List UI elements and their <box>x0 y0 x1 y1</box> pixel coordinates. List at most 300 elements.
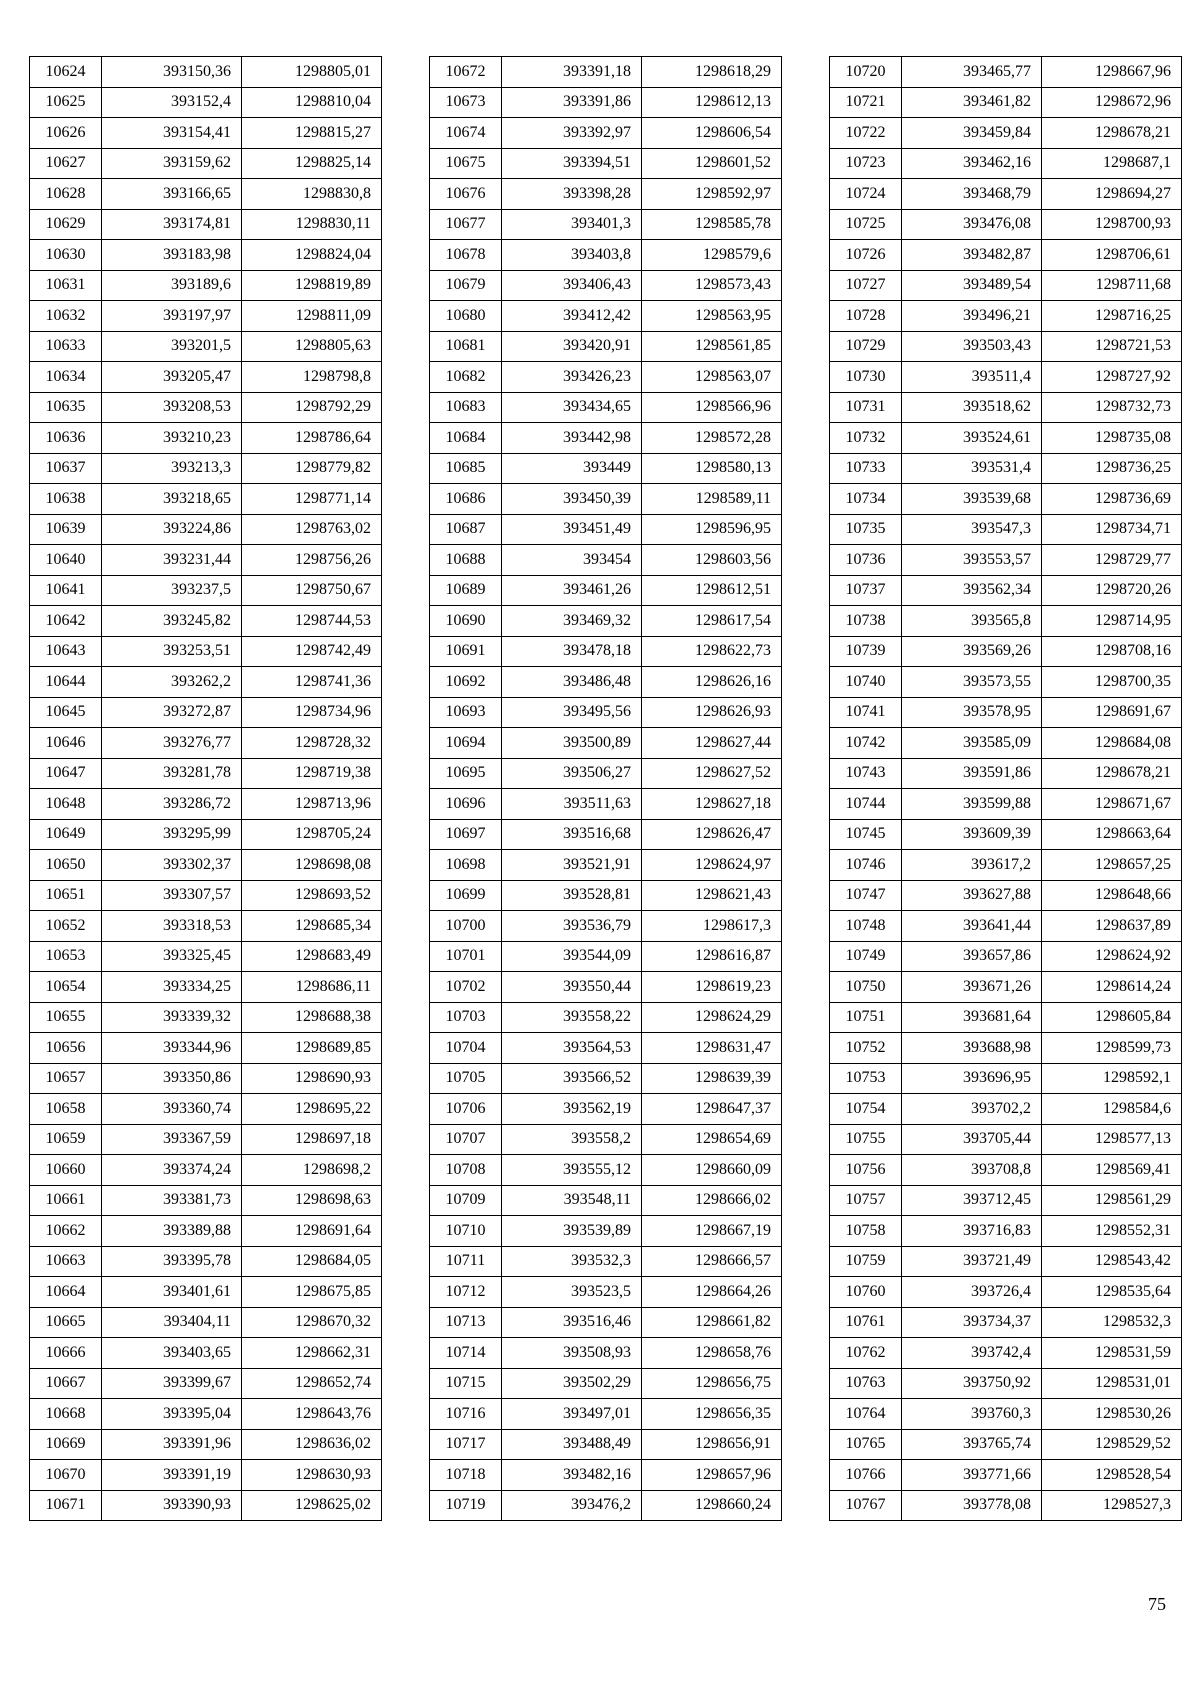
y-coordinate-cell: 1298805,63 <box>242 331 382 362</box>
x-coordinate-cell: 393531,4 <box>902 453 1042 484</box>
x-coordinate-cell: 393516,46 <box>502 1307 642 1338</box>
x-coordinate-cell: 393450,39 <box>502 484 642 515</box>
table-row <box>30 1277 382 1308</box>
x-coordinate-cell: 393449 <box>502 453 642 484</box>
table-row <box>830 87 1182 118</box>
table-row <box>430 148 782 179</box>
x-coordinate-cell: 393350,86 <box>102 1063 242 1094</box>
x-coordinate-cell: 393569,26 <box>902 636 1042 667</box>
y-coordinate-cell: 1298661,82 <box>642 1307 782 1338</box>
table-row <box>830 301 1182 332</box>
x-coordinate-cell: 393395,04 <box>102 1399 242 1430</box>
y-coordinate-cell: 1298698,2 <box>242 1155 382 1186</box>
point-number-cell: 10680 <box>430 301 502 332</box>
x-coordinate-cell: 393406,43 <box>502 270 642 301</box>
table-row <box>430 331 782 362</box>
table-row <box>430 819 782 850</box>
table-row <box>830 880 1182 911</box>
y-coordinate-cell: 1298684,05 <box>242 1246 382 1277</box>
point-number-cell: 10674 <box>430 118 502 149</box>
y-coordinate-cell: 1298643,76 <box>242 1399 382 1430</box>
y-coordinate-cell: 1298727,92 <box>1042 362 1182 393</box>
table-row <box>30 758 382 789</box>
y-coordinate-cell: 1298671,67 <box>1042 789 1182 820</box>
point-number-cell: 10752 <box>830 1033 902 1064</box>
x-coordinate-cell: 393465,77 <box>902 57 1042 88</box>
y-coordinate-cell: 1298792,29 <box>242 392 382 423</box>
x-coordinate-cell: 393374,24 <box>102 1155 242 1186</box>
table-row <box>430 1277 782 1308</box>
table-row <box>830 423 1182 454</box>
y-coordinate-cell: 1298728,32 <box>242 728 382 759</box>
x-coordinate-cell: 393573,55 <box>902 667 1042 698</box>
table-row <box>830 331 1182 362</box>
table-row <box>430 1155 782 1186</box>
x-coordinate-cell: 393318,53 <box>102 911 242 942</box>
table-row <box>30 1429 382 1460</box>
table-row <box>30 1490 382 1521</box>
x-coordinate-cell: 393434,65 <box>502 392 642 423</box>
point-number-cell: 10636 <box>30 423 102 454</box>
point-number-cell: 10702 <box>430 972 502 1003</box>
y-coordinate-cell: 1298580,13 <box>642 453 782 484</box>
x-coordinate-cell: 393404,11 <box>102 1307 242 1338</box>
x-coordinate-cell: 393476,2 <box>502 1490 642 1521</box>
x-coordinate-cell: 393496,21 <box>902 301 1042 332</box>
table-row <box>830 941 1182 972</box>
point-number-cell: 10751 <box>830 1002 902 1033</box>
point-number-cell: 10731 <box>830 392 902 423</box>
y-coordinate-cell: 1298617,3 <box>642 911 782 942</box>
x-coordinate-cell: 393523,5 <box>502 1277 642 1308</box>
x-coordinate-cell: 393399,67 <box>102 1368 242 1399</box>
table-row <box>830 1155 1182 1186</box>
table-row <box>30 1246 382 1277</box>
x-coordinate-cell: 393489,54 <box>902 270 1042 301</box>
x-coordinate-cell: 393712,45 <box>902 1185 1042 1216</box>
x-coordinate-cell: 393760,3 <box>902 1399 1042 1430</box>
point-number-cell: 10726 <box>830 240 902 271</box>
table-row <box>830 1246 1182 1277</box>
point-number-cell: 10735 <box>830 514 902 545</box>
y-coordinate-cell: 1298675,85 <box>242 1277 382 1308</box>
point-number-cell: 10689 <box>430 575 502 606</box>
x-coordinate-cell: 393213,3 <box>102 453 242 484</box>
y-coordinate-cell: 1298672,96 <box>1042 87 1182 118</box>
table-row <box>830 911 1182 942</box>
y-coordinate-cell: 1298815,27 <box>242 118 382 149</box>
point-number-cell: 10690 <box>430 606 502 637</box>
y-coordinate-cell: 1298756,26 <box>242 545 382 576</box>
y-coordinate-cell: 1298552,31 <box>1042 1216 1182 1247</box>
y-coordinate-cell: 1298825,14 <box>242 148 382 179</box>
point-number-cell: 10692 <box>430 667 502 698</box>
x-coordinate-cell: 393391,18 <box>502 57 642 88</box>
table-row <box>30 301 382 332</box>
point-number-cell: 10642 <box>30 606 102 637</box>
y-coordinate-cell: 1298687,1 <box>1042 148 1182 179</box>
point-number-cell: 10747 <box>830 880 902 911</box>
x-coordinate-cell: 393506,27 <box>502 758 642 789</box>
table-row <box>430 606 782 637</box>
point-number-cell: 10743 <box>830 758 902 789</box>
point-number-cell: 10667 <box>30 1368 102 1399</box>
y-coordinate-cell: 1298667,96 <box>1042 57 1182 88</box>
y-coordinate-cell: 1298688,38 <box>242 1002 382 1033</box>
x-coordinate-cell: 393609,39 <box>902 819 1042 850</box>
table-row <box>430 636 782 667</box>
x-coordinate-cell: 393401,3 <box>502 209 642 240</box>
y-coordinate-cell: 1298698,08 <box>242 850 382 881</box>
table-row <box>830 240 1182 271</box>
y-coordinate-cell: 1298535,64 <box>1042 1277 1182 1308</box>
point-number-cell: 10670 <box>30 1460 102 1491</box>
y-coordinate-cell: 1298805,01 <box>242 57 382 88</box>
point-number-cell: 10750 <box>830 972 902 1003</box>
point-number-cell: 10765 <box>830 1429 902 1460</box>
x-coordinate-cell: 393524,61 <box>902 423 1042 454</box>
table-row <box>430 1399 782 1430</box>
y-coordinate-cell: 1298694,27 <box>1042 179 1182 210</box>
point-number-cell: 10733 <box>830 453 902 484</box>
x-coordinate-cell: 393224,86 <box>102 514 242 545</box>
y-coordinate-cell: 1298819,89 <box>242 270 382 301</box>
y-coordinate-cell: 1298566,96 <box>642 392 782 423</box>
y-coordinate-cell: 1298729,77 <box>1042 545 1182 576</box>
point-number-cell: 10650 <box>30 850 102 881</box>
page-number: 75 <box>1148 1594 1166 1614</box>
table-row <box>430 179 782 210</box>
table-row <box>30 850 382 881</box>
table-row <box>30 1307 382 1338</box>
x-coordinate-cell: 393476,08 <box>902 209 1042 240</box>
point-number-cell: 10685 <box>430 453 502 484</box>
table-row <box>830 1063 1182 1094</box>
table-row <box>430 1338 782 1369</box>
y-coordinate-cell: 1298579,6 <box>642 240 782 271</box>
point-number-cell: 10766 <box>830 1460 902 1491</box>
point-number-cell: 10631 <box>30 270 102 301</box>
point-number-cell: 10669 <box>30 1429 102 1460</box>
table-row <box>430 728 782 759</box>
x-coordinate-cell: 393539,89 <box>502 1216 642 1247</box>
table-row <box>830 758 1182 789</box>
y-coordinate-cell: 1298618,29 <box>642 57 782 88</box>
x-coordinate-cell: 393702,2 <box>902 1094 1042 1125</box>
table-row <box>430 758 782 789</box>
x-coordinate-cell: 393451,49 <box>502 514 642 545</box>
point-number-cell: 10718 <box>430 1460 502 1491</box>
table-row <box>30 331 382 362</box>
point-number-cell: 10638 <box>30 484 102 515</box>
y-coordinate-cell: 1298666,02 <box>642 1185 782 1216</box>
x-coordinate-cell: 393516,68 <box>502 819 642 850</box>
table-row <box>430 1368 782 1399</box>
x-coordinate-cell: 393482,87 <box>902 240 1042 271</box>
y-coordinate-cell: 1298660,09 <box>642 1155 782 1186</box>
point-number-cell: 10709 <box>430 1185 502 1216</box>
table-row <box>430 1246 782 1277</box>
table-row <box>30 423 382 454</box>
y-coordinate-cell: 1298691,67 <box>1042 697 1182 728</box>
x-coordinate-cell: 393536,79 <box>502 911 642 942</box>
x-coordinate-cell: 393150,36 <box>102 57 242 88</box>
x-coordinate-cell: 393395,78 <box>102 1246 242 1277</box>
table-row <box>830 1368 1182 1399</box>
x-coordinate-cell: 393544,09 <box>502 941 642 972</box>
table-row <box>830 697 1182 728</box>
y-coordinate-cell: 1298742,49 <box>242 636 382 667</box>
x-coordinate-cell: 393558,2 <box>502 1124 642 1155</box>
table-row <box>830 1124 1182 1155</box>
point-number-cell: 10703 <box>430 1002 502 1033</box>
table-row <box>430 484 782 515</box>
table-row <box>30 1033 382 1064</box>
table-row <box>830 1490 1182 1521</box>
table-row <box>430 1094 782 1125</box>
table-row <box>430 667 782 698</box>
y-coordinate-cell: 1298612,51 <box>642 575 782 606</box>
table-row <box>430 1490 782 1521</box>
table-row <box>30 819 382 850</box>
table-row <box>430 301 782 332</box>
x-coordinate-cell: 393398,28 <box>502 179 642 210</box>
y-coordinate-cell: 1298652,74 <box>242 1368 382 1399</box>
point-number-cell: 10635 <box>30 392 102 423</box>
x-coordinate-cell: 393307,57 <box>102 880 242 911</box>
point-number-cell: 10682 <box>430 362 502 393</box>
point-number-cell: 10633 <box>30 331 102 362</box>
point-number-cell: 10720 <box>830 57 902 88</box>
point-number-cell: 10760 <box>830 1277 902 1308</box>
point-number-cell: 10625 <box>30 87 102 118</box>
table-row <box>830 1033 1182 1064</box>
table-row <box>830 362 1182 393</box>
x-coordinate-cell: 393617,2 <box>902 850 1042 881</box>
x-coordinate-cell: 393367,59 <box>102 1124 242 1155</box>
point-number-cell: 10673 <box>430 87 502 118</box>
point-number-cell: 10649 <box>30 819 102 850</box>
x-coordinate-cell: 393550,44 <box>502 972 642 1003</box>
table-row <box>830 606 1182 637</box>
point-number-cell: 10646 <box>30 728 102 759</box>
x-coordinate-cell: 393154,41 <box>102 118 242 149</box>
x-coordinate-cell: 393334,25 <box>102 972 242 1003</box>
y-coordinate-cell: 1298636,02 <box>242 1429 382 1460</box>
point-number-cell: 10713 <box>430 1307 502 1338</box>
table-row <box>430 880 782 911</box>
table-row <box>830 1002 1182 1033</box>
y-coordinate-cell: 1298589,11 <box>642 484 782 515</box>
point-number-cell: 10695 <box>430 758 502 789</box>
point-number-cell: 10745 <box>830 819 902 850</box>
y-coordinate-cell: 1298670,32 <box>242 1307 382 1338</box>
x-coordinate-cell: 393174,81 <box>102 209 242 240</box>
point-number-cell: 10729 <box>830 331 902 362</box>
table-row <box>430 270 782 301</box>
point-number-cell: 10717 <box>430 1429 502 1460</box>
y-coordinate-cell: 1298714,95 <box>1042 606 1182 637</box>
y-coordinate-cell: 1298698,63 <box>242 1185 382 1216</box>
table-row <box>830 819 1182 850</box>
x-coordinate-cell: 393394,51 <box>502 148 642 179</box>
y-coordinate-cell: 1298630,93 <box>242 1460 382 1491</box>
table-row <box>830 636 1182 667</box>
x-coordinate-cell: 393497,01 <box>502 1399 642 1430</box>
point-number-cell: 10634 <box>30 362 102 393</box>
x-coordinate-cell: 393281,78 <box>102 758 242 789</box>
x-coordinate-cell: 393566,52 <box>502 1063 642 1094</box>
point-number-cell: 10740 <box>830 667 902 698</box>
table-row <box>30 728 382 759</box>
table-row <box>830 270 1182 301</box>
table-row <box>830 148 1182 179</box>
point-number-cell: 10659 <box>30 1124 102 1155</box>
y-coordinate-cell: 1298601,52 <box>642 148 782 179</box>
x-coordinate-cell: 393166,65 <box>102 179 242 210</box>
y-coordinate-cell: 1298685,34 <box>242 911 382 942</box>
table-row <box>430 1216 782 1247</box>
x-coordinate-cell: 393412,42 <box>502 301 642 332</box>
point-number-cell: 10722 <box>830 118 902 149</box>
y-coordinate-cell: 1298663,64 <box>1042 819 1182 850</box>
table-row <box>430 1460 782 1491</box>
table-row <box>430 1185 782 1216</box>
y-coordinate-cell: 1298531,59 <box>1042 1338 1182 1369</box>
x-coordinate-cell: 393599,88 <box>902 789 1042 820</box>
table-row <box>830 1399 1182 1430</box>
y-coordinate-cell: 1298626,93 <box>642 697 782 728</box>
table-row <box>430 1124 782 1155</box>
y-coordinate-cell: 1298592,1 <box>1042 1063 1182 1094</box>
table-row <box>830 1185 1182 1216</box>
table-row <box>430 789 782 820</box>
table-row <box>30 179 382 210</box>
x-coordinate-cell: 393503,43 <box>902 331 1042 362</box>
table-row <box>30 911 382 942</box>
y-coordinate-cell: 1298658,76 <box>642 1338 782 1369</box>
point-number-cell: 10672 <box>430 57 502 88</box>
x-coordinate-cell: 393286,72 <box>102 789 242 820</box>
x-coordinate-cell: 393325,45 <box>102 941 242 972</box>
table-row <box>430 1002 782 1033</box>
x-coordinate-cell: 393189,6 <box>102 270 242 301</box>
x-coordinate-cell: 393726,4 <box>902 1277 1042 1308</box>
y-coordinate-cell: 1298596,95 <box>642 514 782 545</box>
point-number-cell: 10652 <box>30 911 102 942</box>
x-coordinate-cell: 393539,68 <box>902 484 1042 515</box>
y-coordinate-cell: 1298691,64 <box>242 1216 382 1247</box>
y-coordinate-cell: 1298648,66 <box>1042 880 1182 911</box>
x-coordinate-cell: 393468,79 <box>902 179 1042 210</box>
point-number-cell: 10758 <box>830 1216 902 1247</box>
x-coordinate-cell: 393391,19 <box>102 1460 242 1491</box>
y-coordinate-cell: 1298639,39 <box>642 1063 782 1094</box>
x-coordinate-cell: 393462,16 <box>902 148 1042 179</box>
table-row <box>430 392 782 423</box>
table-row <box>830 1307 1182 1338</box>
table-row <box>430 1429 782 1460</box>
y-coordinate-cell: 1298625,02 <box>242 1490 382 1521</box>
table-row <box>30 270 382 301</box>
table-row <box>830 728 1182 759</box>
point-number-cell: 10696 <box>430 789 502 820</box>
x-coordinate-cell: 393253,51 <box>102 636 242 667</box>
x-coordinate-cell: 393734,37 <box>902 1307 1042 1338</box>
coordinates-table-1 <box>29 56 382 1521</box>
point-number-cell: 10675 <box>430 148 502 179</box>
point-number-cell: 10677 <box>430 209 502 240</box>
y-coordinate-cell: 1298693,52 <box>242 880 382 911</box>
table-row <box>830 1216 1182 1247</box>
point-number-cell: 10707 <box>430 1124 502 1155</box>
point-number-cell: 10686 <box>430 484 502 515</box>
y-coordinate-cell: 1298666,57 <box>642 1246 782 1277</box>
y-coordinate-cell: 1298532,3 <box>1042 1307 1182 1338</box>
table-row <box>430 697 782 728</box>
y-coordinate-cell: 1298660,24 <box>642 1490 782 1521</box>
point-number-cell: 10629 <box>30 209 102 240</box>
y-coordinate-cell: 1298763,02 <box>242 514 382 545</box>
table-row <box>830 1460 1182 1491</box>
y-coordinate-cell: 1298664,26 <box>642 1277 782 1308</box>
point-number-cell: 10655 <box>30 1002 102 1033</box>
y-coordinate-cell: 1298647,37 <box>642 1094 782 1125</box>
x-coordinate-cell: 393426,23 <box>502 362 642 393</box>
x-coordinate-cell: 393391,86 <box>502 87 642 118</box>
table-row <box>430 545 782 576</box>
point-number-cell: 10666 <box>30 1338 102 1369</box>
x-coordinate-cell: 393508,93 <box>502 1338 642 1369</box>
y-coordinate-cell: 1298657,25 <box>1042 850 1182 881</box>
y-coordinate-cell: 1298531,01 <box>1042 1368 1182 1399</box>
table-row <box>430 209 782 240</box>
table-row <box>430 87 782 118</box>
table-row <box>430 362 782 393</box>
y-coordinate-cell: 1298631,47 <box>642 1033 782 1064</box>
point-number-cell: 10644 <box>30 667 102 698</box>
point-number-cell: 10725 <box>830 209 902 240</box>
point-number-cell: 10732 <box>830 423 902 454</box>
table-row <box>830 789 1182 820</box>
table-row <box>30 575 382 606</box>
table-row <box>830 667 1182 698</box>
y-coordinate-cell: 1298627,18 <box>642 789 782 820</box>
x-coordinate-cell: 393562,34 <box>902 575 1042 606</box>
coordinates-table-3 <box>829 56 1182 1521</box>
x-coordinate-cell: 393159,62 <box>102 148 242 179</box>
x-coordinate-cell: 393403,8 <box>502 240 642 271</box>
point-number-cell: 10630 <box>30 240 102 271</box>
point-number-cell: 10645 <box>30 697 102 728</box>
table-row <box>30 1155 382 1186</box>
point-number-cell: 10721 <box>830 87 902 118</box>
y-coordinate-cell: 1298750,67 <box>242 575 382 606</box>
x-coordinate-cell: 393553,57 <box>902 545 1042 576</box>
point-number-cell: 10637 <box>30 453 102 484</box>
point-number-cell: 10664 <box>30 1277 102 1308</box>
point-number-cell: 10684 <box>430 423 502 454</box>
x-coordinate-cell: 393205,47 <box>102 362 242 393</box>
point-number-cell: 10648 <box>30 789 102 820</box>
x-coordinate-cell: 393392,97 <box>502 118 642 149</box>
table-row <box>430 972 782 1003</box>
x-coordinate-cell: 393201,5 <box>102 331 242 362</box>
point-number-cell: 10744 <box>830 789 902 820</box>
y-coordinate-cell: 1298700,93 <box>1042 209 1182 240</box>
table-row <box>430 941 782 972</box>
y-coordinate-cell: 1298736,25 <box>1042 453 1182 484</box>
